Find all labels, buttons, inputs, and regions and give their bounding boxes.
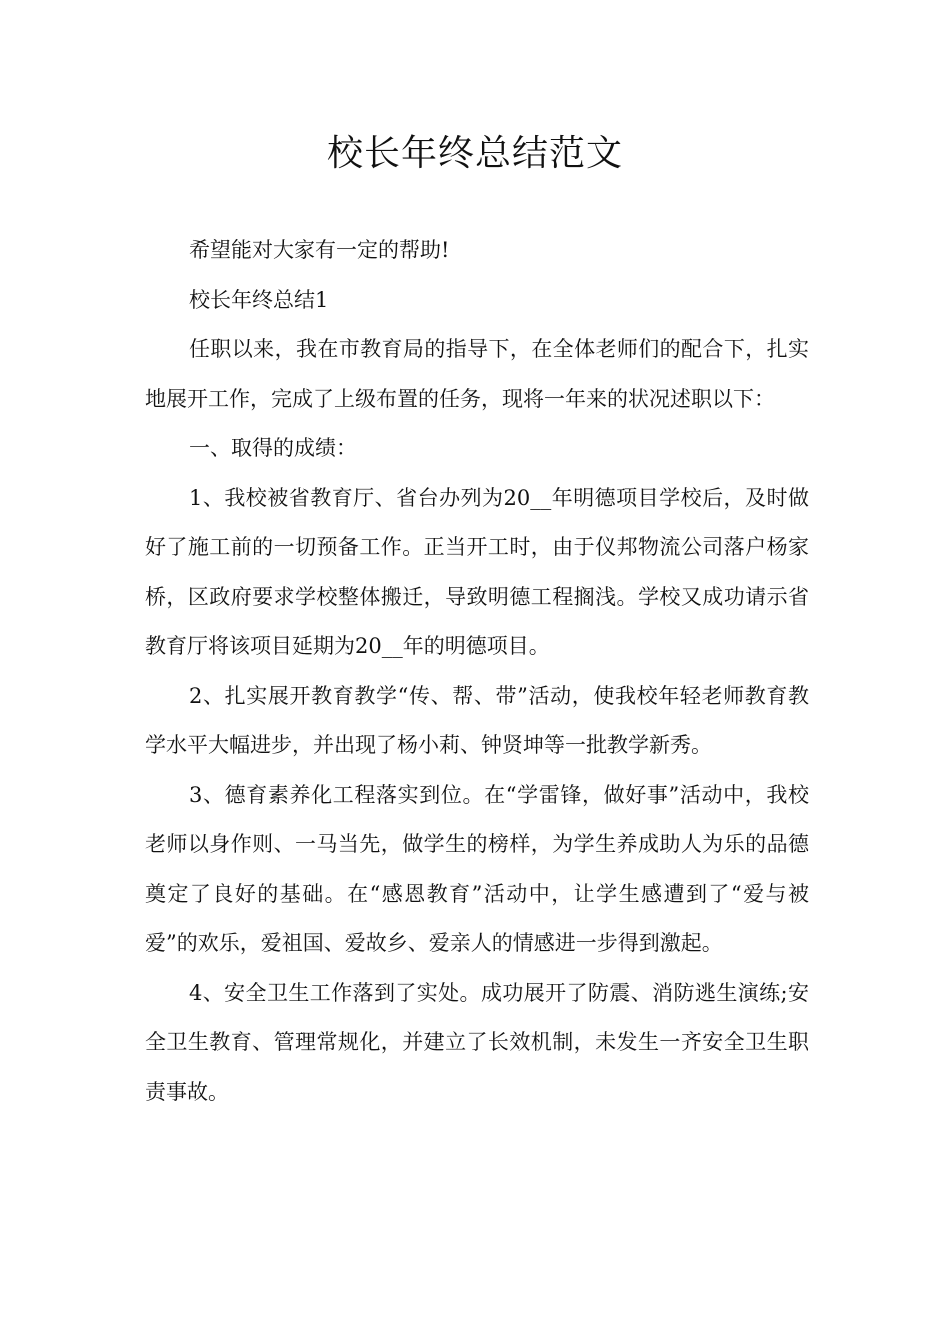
document-title: 校长年终总结范文 (326, 133, 623, 174)
paragraph-item-2: 2、扎实展开教育教学“传、帮、带”活动，使我校年轻老师教育教学水平大幅进步，并出现了杨小莉、钟贤坤等一批教学新秀。 (145, 683, 809, 757)
paragraph-opening: 任职以来，我在市教育局的指导下，在全体老师们的配合下，扎实地展开工作，完成了上级布置的任务，现将一年来的状况述职以下： (145, 337, 809, 411)
paragraph-intro: 希望能对大家有一定的帮助! (189, 238, 450, 262)
paragraph-section-heading: 校长年终总结1 (189, 287, 329, 312)
document-body (145, 226, 809, 1117)
paragraph-item-1: 1、我校被省教育厅、省台办列为20__年明德项目学校后，及时做好了施工前的一切预备工作。正当开工时，由于仪邦物流公司落户杨家桥，区政府要求学校整体搬迁，导致明德工程搁浅。学校又成功请示省教育厅将该项目延期为20__年的明德项目。 (145, 485, 809, 658)
paragraph-item-3: 3、德育素养化工程落实到位。在“学雷锋，做好事”活动中，我校老师以身作则、一马当先，做学生的榜样，为学生养成助人为乐的品德奠定了良好的基础。在“感恩教育”活动中，让学生感遭到了“爱与被爱”的欢乐，爱祖国、爱故乡、爱亲人的情感进一步得到激起。 (145, 782, 809, 955)
paragraph-achievements-heading: 一、取得的成绩： (189, 436, 357, 460)
paragraph-item-4: 4、安全卫生工作落到了实处。成功展开了防震、消防逃生演练;安全卫生教育、管理常规化，并建立了长效机制，未发生一齐安全卫生职责事故。 (145, 980, 809, 1104)
